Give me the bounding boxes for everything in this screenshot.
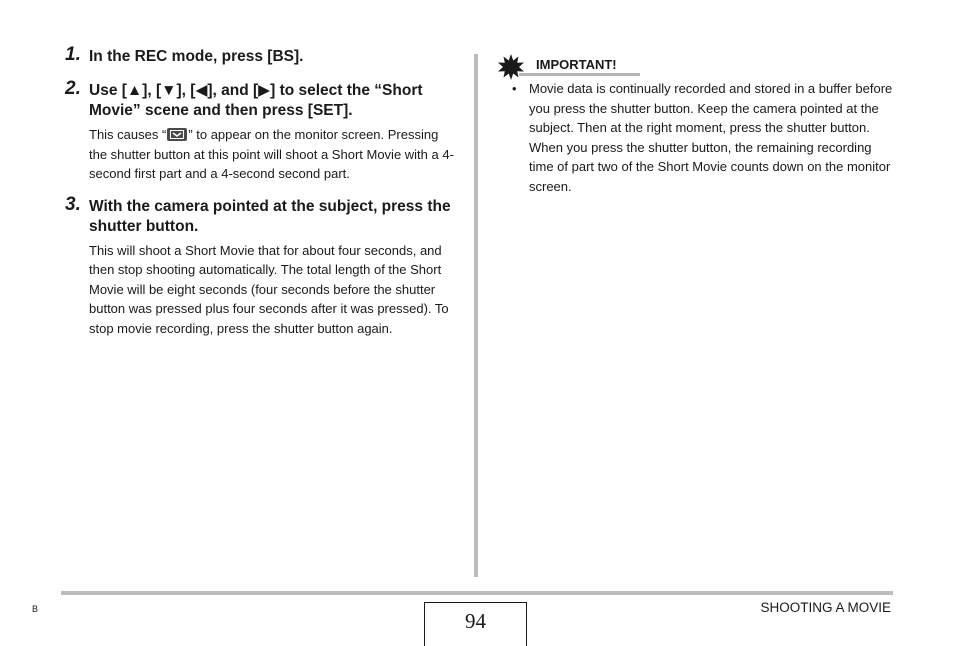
page-number: 94 [424, 602, 527, 646]
important-list [497, 79, 897, 196]
instructions-column [62, 44, 457, 338]
step-3 [62, 193, 457, 339]
step-body-text: ” to appear on the monitor screen. Pressing the shutter button at this point will shoot a Short Movie with a 4-second first part and a 4-second second part. [89, 127, 454, 181]
step-body-text: This causes “ [89, 127, 167, 142]
important-title: IMPORTANT! [536, 57, 617, 72]
step-number: 3. [65, 193, 81, 215]
step-body: This will shoot a Short Movie that for about four seconds, and then stop shooting automatically. The total length of the Short Movie will be eight seconds (four seconds before the shutter button was pressed plus four seconds after it was pressed). To stop movie recording, press the shutter button again. [89, 242, 449, 336]
footer-divider [61, 591, 893, 595]
step-2 [62, 78, 457, 184]
list-item-text: Movie data is continually recorded and stored in a buffer before you press the shutter button. Keep the camera pointed at the subject. Then at the right moment, press the shutter button. When you press the shutter button, the remaining recording time of part two of the Short Movie counts down on the monitor screen. [529, 81, 893, 194]
step-title: With the camera pointed at the subject, press the shutter button. [89, 197, 451, 235]
important-column [497, 53, 897, 196]
step-title: Use [▲], [▼], [◀], and [▶] to select the “Short Movie” scene and then press [SET]. [89, 82, 423, 119]
section-title: SHOOTING A MOVIE [760, 600, 891, 615]
footer-mark: B [32, 604, 39, 614]
bullet: • [512, 81, 517, 96]
step-body [89, 125, 457, 184]
short-movie-icon [167, 128, 187, 141]
column-divider [474, 54, 478, 577]
step-number: 2. [65, 78, 81, 99]
step-title: In the REC mode, press [BS]. [89, 48, 304, 65]
list-item [497, 79, 897, 196]
important-underline [519, 73, 640, 76]
step-1 [62, 44, 457, 67]
important-header [497, 53, 897, 79]
step-number: 1. [65, 44, 81, 65]
